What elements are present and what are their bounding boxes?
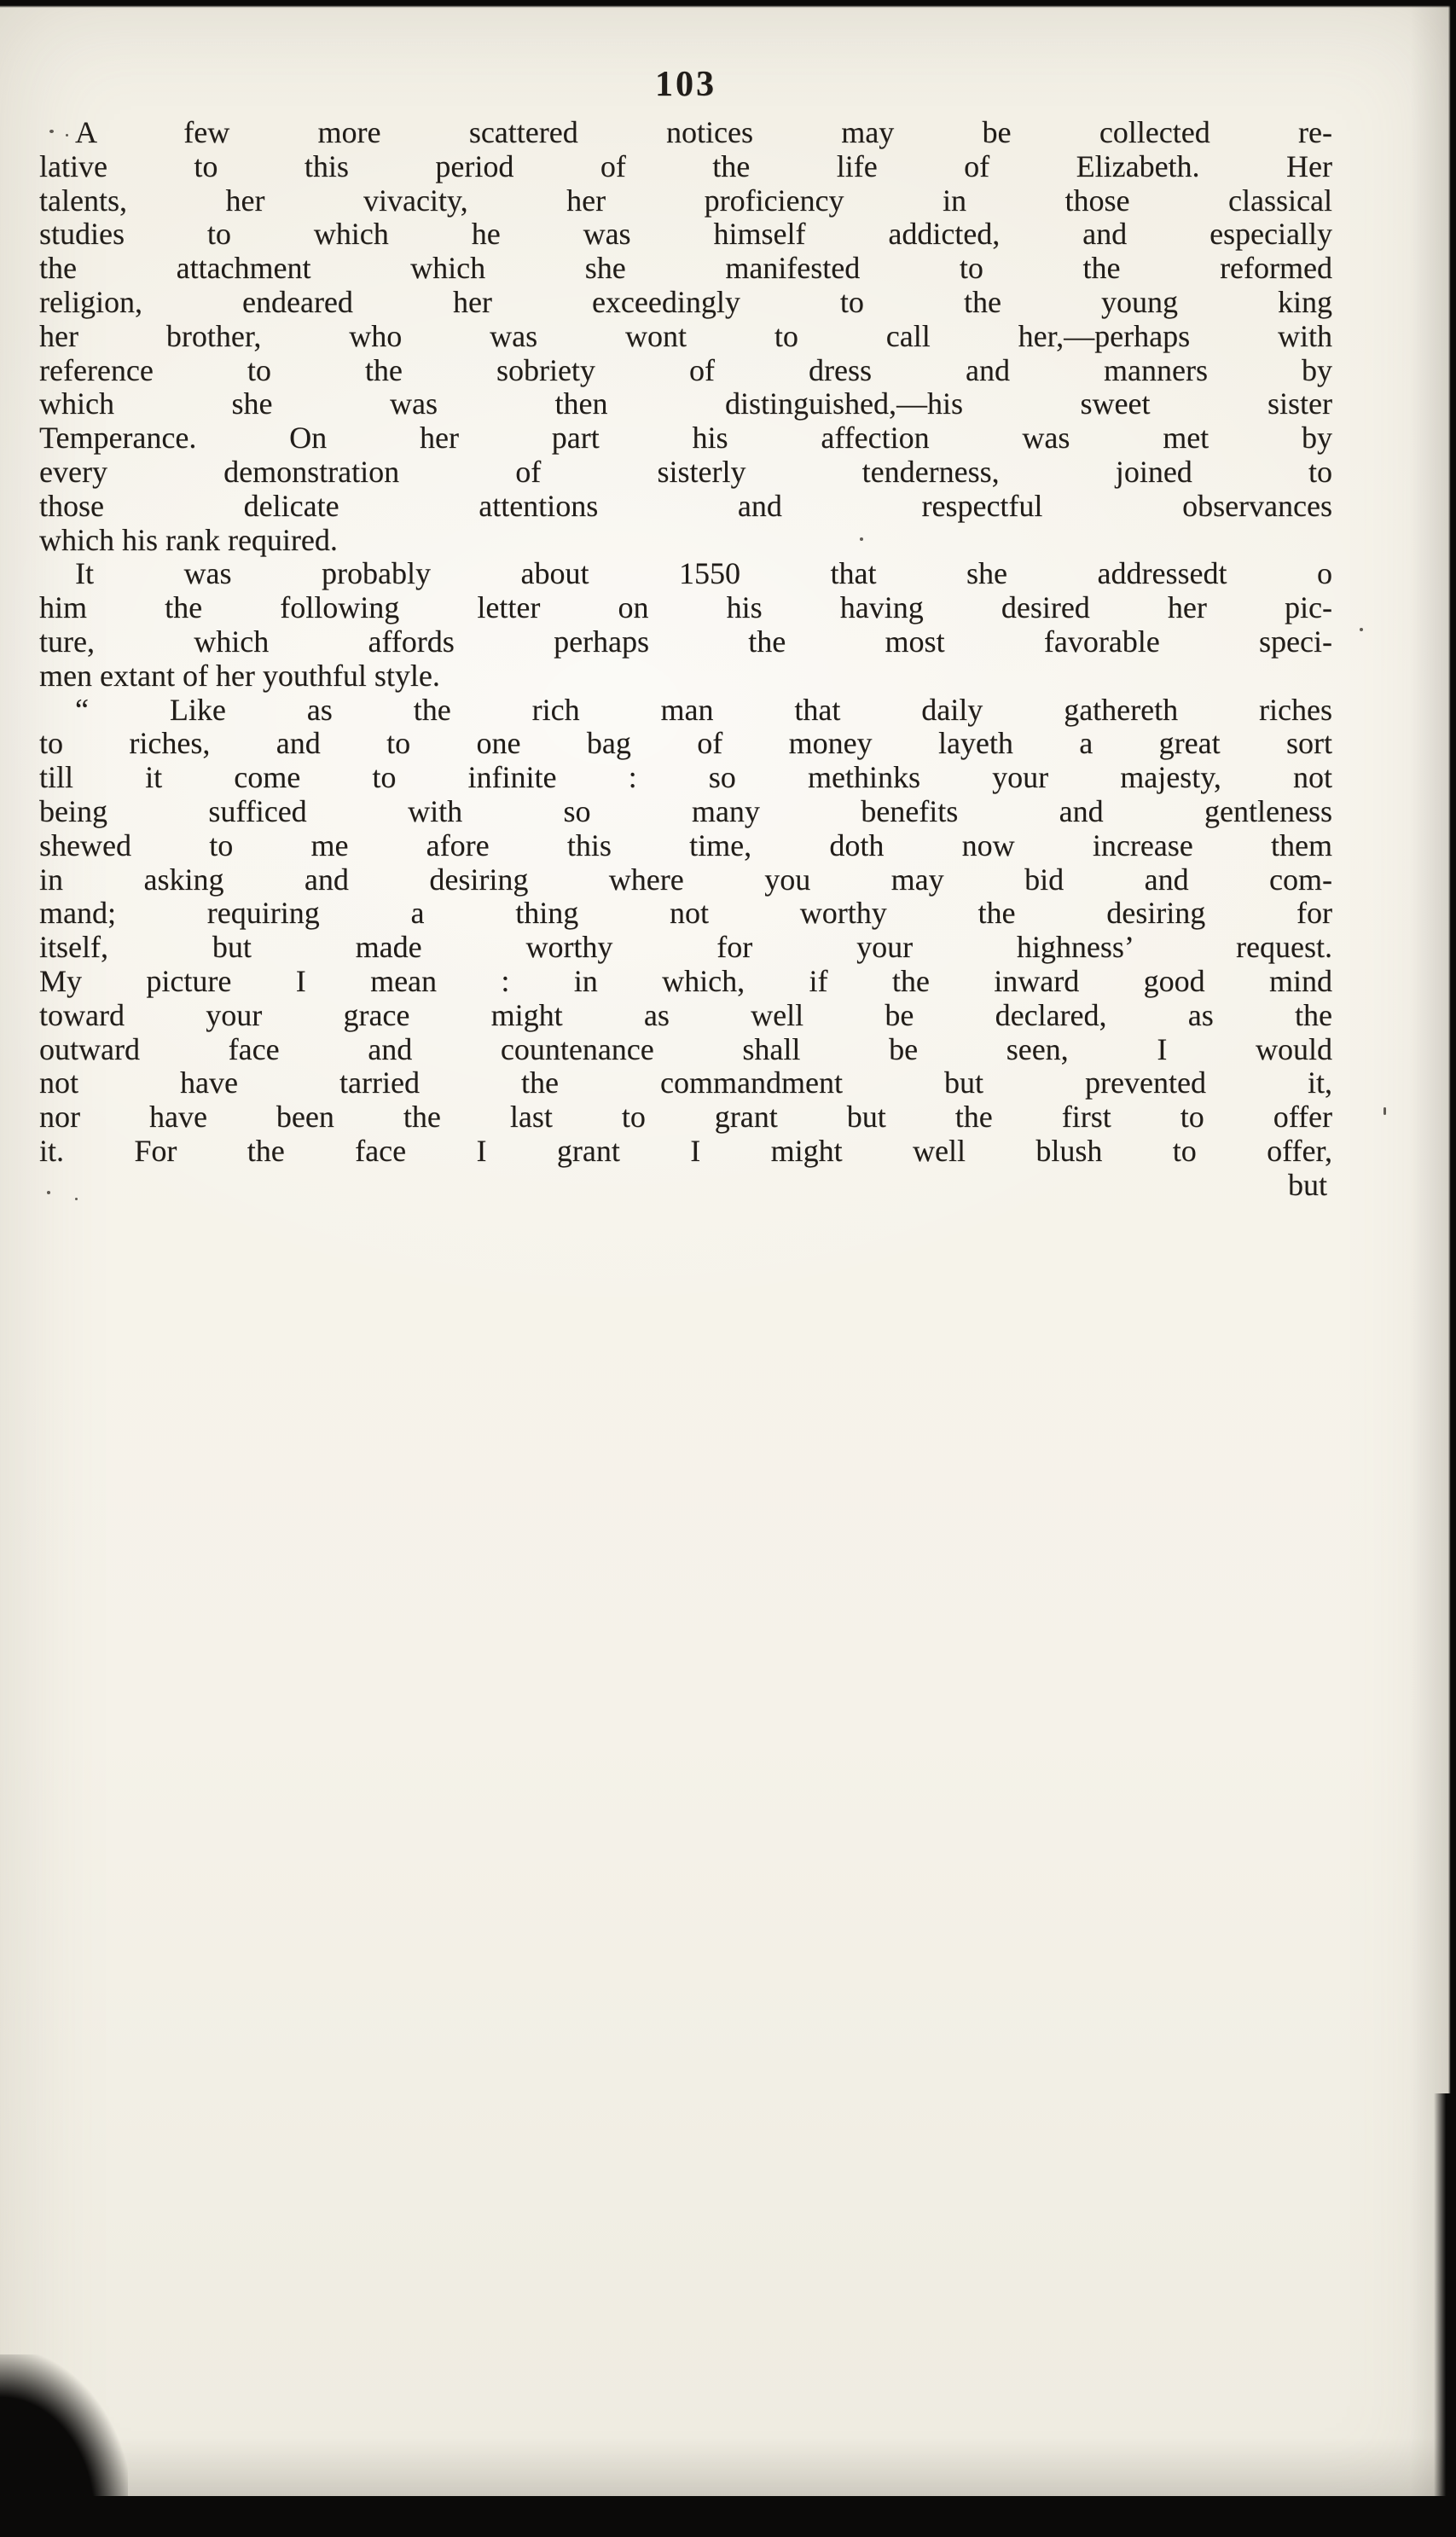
text-line: It was probably about 1550 that she addressedt o (75, 556, 1332, 591)
text-line: to riches, and to one bag of money layeth a great sort (39, 726, 1332, 761)
text-line: My picture I mean : in which, if the inward good mind (39, 963, 1332, 998)
text-line: religion, endeared her exceedingly to the young king (39, 284, 1332, 319)
scan-shading-bottom (0, 2438, 1456, 2498)
text-line: “ Like as the rich man that daily gathereth riches (75, 692, 1332, 727)
text-line: outward face and countenance shall be seen, I would (39, 1031, 1332, 1066)
text-line: studies to which he was himself addicted, and especially (39, 217, 1332, 252)
text-line: shewed to me afore this time, doth now increase them (39, 827, 1332, 862)
scan-speck (1360, 628, 1363, 631)
text-line: not have tarried the commandment but prevented it, (39, 1065, 1332, 1100)
scan-edge-top (0, 0, 1456, 8)
text-line: itself, but made worthy for your highness’ request. (39, 930, 1332, 965)
scan-speck (75, 1198, 78, 1200)
text-line: her brother, who was wont to call her,—perhaps with (39, 318, 1332, 353)
scan-speck (1383, 1107, 1386, 1115)
text-line: lative to this period of the life of Elizabeth. Her (39, 148, 1332, 183)
text-line: toward your grace might as well be declared, as the (39, 997, 1332, 1032)
text-line: the attachment which she manifested to the reformed (39, 251, 1332, 286)
text-line: nor have been the last to grant but the first to offer (39, 1100, 1332, 1135)
scan-speck (49, 130, 54, 133)
text-line: him the following letter on his having desired her pic- (39, 590, 1332, 625)
text-line: every demonstration of sisterly tenderness, joined to (39, 454, 1332, 489)
scan-speck (47, 1191, 50, 1194)
text-line: A few more scattered notices may be collected re- (75, 115, 1332, 149)
text-line: which his rank required. (39, 522, 338, 557)
scan-speck (860, 537, 863, 541)
catchword: but (1287, 1167, 1327, 1202)
text-line: Temperance. On her part his affection was met by (39, 421, 1332, 456)
text-line: which she was then distinguished,—his sweet sister (39, 386, 1332, 421)
text-line: ture, which affords perhaps the most favorable speci- (39, 624, 1332, 659)
paragraph-1 (39, 116, 1332, 557)
scan-edge-bottom (0, 2496, 1456, 2537)
text-line: mand; requiring a thing not worthy the desiring for (39, 896, 1332, 931)
paragraph-2 (39, 557, 1332, 693)
text-line: till it come to infinite : so methinks your majesty, not (39, 760, 1332, 795)
text-block (39, 116, 1332, 1203)
page-text (39, 116, 1332, 1169)
text-line: reference to the sobriety of dress and manners by (39, 352, 1332, 387)
text-line: men extant of her youthful style. (39, 658, 440, 693)
text-line: being sufficed with so many benefits and gentleness (39, 793, 1332, 828)
scan-edge-right-lower (1434, 2093, 1456, 2537)
scan-smudge-bottom-left (0, 2354, 128, 2517)
paragraph-3 (39, 694, 1332, 1169)
text-line: in asking and desiring where you may bid and com- (39, 862, 1332, 897)
text-line: it. For the face I grant I might well blush to offer, (39, 1133, 1332, 1168)
text-line: those delicate attentions and respectful observances (39, 488, 1332, 523)
scan-speck (66, 134, 68, 136)
text-line: talents, her vivacity, her proficiency in those classical (39, 183, 1332, 218)
page-number: 103 (655, 65, 716, 104)
